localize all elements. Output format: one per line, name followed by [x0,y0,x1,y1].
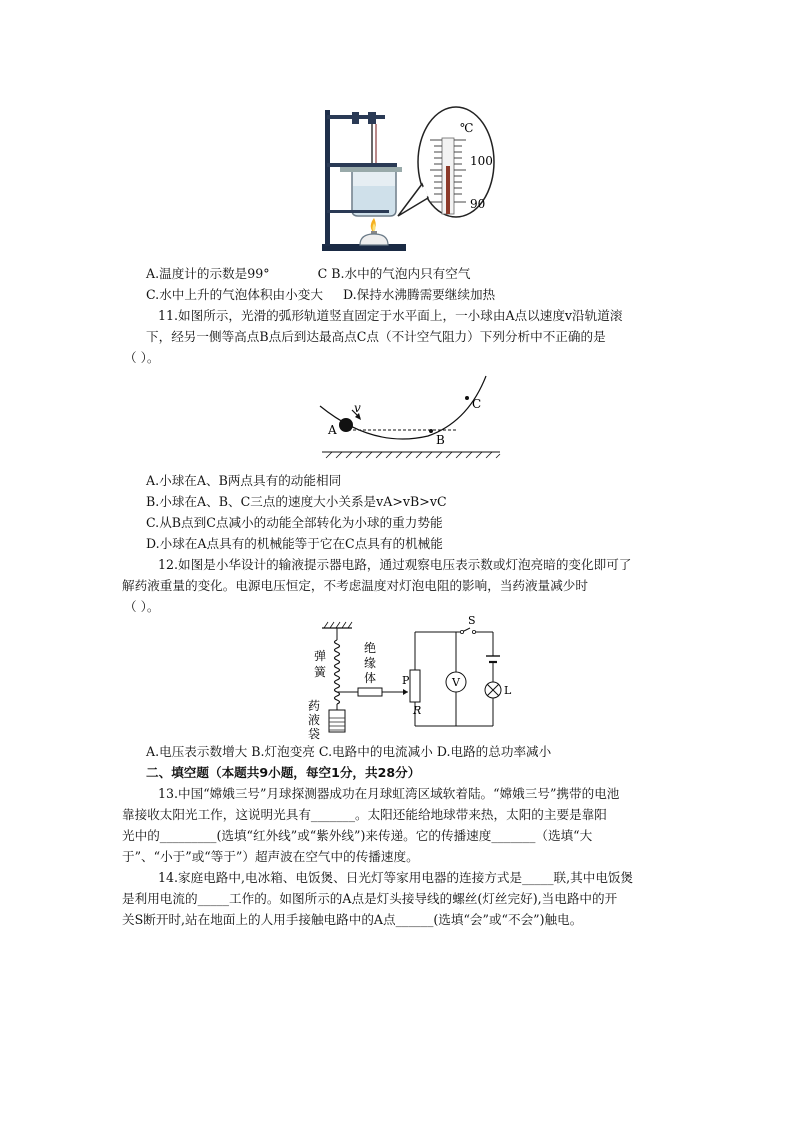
bag-label-3: 袋 [308,727,321,740]
scale-bottom-label: 90 [470,197,486,211]
q11-option-b: B.小球在A、B、C三点的速度大小关系是vA>vB>vC [146,494,447,509]
q11-option-c: C.从B点到C点减小的动能全部转化为小球的重力势能 [146,515,443,530]
circuit-svg [304,614,522,740]
q13-line-1: 13.中国“嫦娥三号”月球探测器成功在月球虹湾区域软着陆。“嫦娥三号”携带的电池 [158,786,620,801]
q12-stem-line-1: 12.如图是小华设计的输液提示器电路，通过观察电压表示数或灯泡亮暗的变化即可了 [158,557,632,572]
q10-options-row-1 [146,265,470,283]
q12-answer-blank: （ ）。 [124,599,160,614]
slider-p-label: P [402,674,410,687]
q11-stem-line-1: 11.如图所示，光滑的弧形轨道竖直固定于水平面上，一小球由A点以速度v沿轨道滚 [158,308,623,323]
q11-option-d: D.小球在A点具有的机械能等于它在C点具有的机械能 [146,536,443,551]
insulator-label-1: 绝 [364,641,377,655]
arc-track-figure [318,374,502,460]
q13-line-2: 靠接收太阳光工作，这说明光具有_______。太阳还能给地球带来热，太阳的主要是靠阳 [122,807,607,822]
scale-unit-label: ℃ [460,121,474,135]
q13-line-4: 于”、“小于”或“等于”）超声波在空气中的传播速度。 [122,849,419,864]
spring-label-1: 弹 [314,649,327,663]
q11-option-a: A.小球在A、B两点具有的动能相同 [146,473,342,488]
section-2-title: 二、填空题（本题共9小题，每空1分，共28分） [146,765,421,780]
q14-line-2: 是利用电流的_____工作的。如图所示的A点是灯头接导线的螺丝(灯丝完好),当电路中的开 [122,891,618,906]
infusion-circuit-figure [304,614,522,740]
resistor-r-label: R [413,704,422,717]
apparatus-svg [318,104,496,256]
q11-answer-blank: （ ）。 [124,350,160,365]
bag-label-1: 药 [308,699,321,713]
q13-line-3: 光中的_________(选填“红外线”或“紫外线”)来传递。它的传播速度_______（选填“大 [122,828,593,843]
q12-stem-line-2: 解药液重量的变化。电源电压恒定，不考虑温度对灯泡电阻的影响，当药液量减少时 [122,578,588,593]
velocity-label: v [354,401,361,415]
point-a-label: A [328,423,337,437]
q14-line-3: 关S断开时,站在地面上的人用手接触电路中的A点______(选填“会”或“不会”)触电。 [122,912,583,927]
q10-option-c: C.水中上升的气泡体积由小变大 [146,287,323,302]
spring-label-2: 簧 [314,665,327,679]
q12-options: A.电压表示数增大 B.灯泡变亮 C.电路中的电流减小 D.电路的总功率减小 [146,744,552,759]
point-c-label: C [472,397,482,411]
q11-stem-line-2: 下，经另一侧等高点B点后到达最高点C点（不计空气阻力）下列分析中不正确的是 [146,329,606,344]
switch-s-label: S [468,614,476,627]
q14-line-1: 14.家庭电路中,电冰箱、电饭煲、日光灯等家用电器的连接方式是_____联,其中电饭煲 [158,870,634,885]
insulator-label-3: 体 [364,671,377,685]
point-b-label: B [436,433,445,447]
arc-track-svg [318,374,502,460]
boiling-apparatus-figure [318,104,496,256]
q10-option-a: A.温度计的示数是99° [146,266,270,281]
insulator-label-2: 缘 [364,656,377,670]
q10-option-b: C B.水中的气泡内只有空气 [317,266,471,281]
q10-option-d: D.保持水沸腾需要继续加热 [342,287,496,302]
lamp-l-label: L [504,684,512,697]
scale-top-label: 100 [470,154,493,168]
bag-label-2: 液 [308,713,321,727]
voltmeter-v-label: V [452,676,460,689]
q10-options-row-2 [146,286,495,304]
